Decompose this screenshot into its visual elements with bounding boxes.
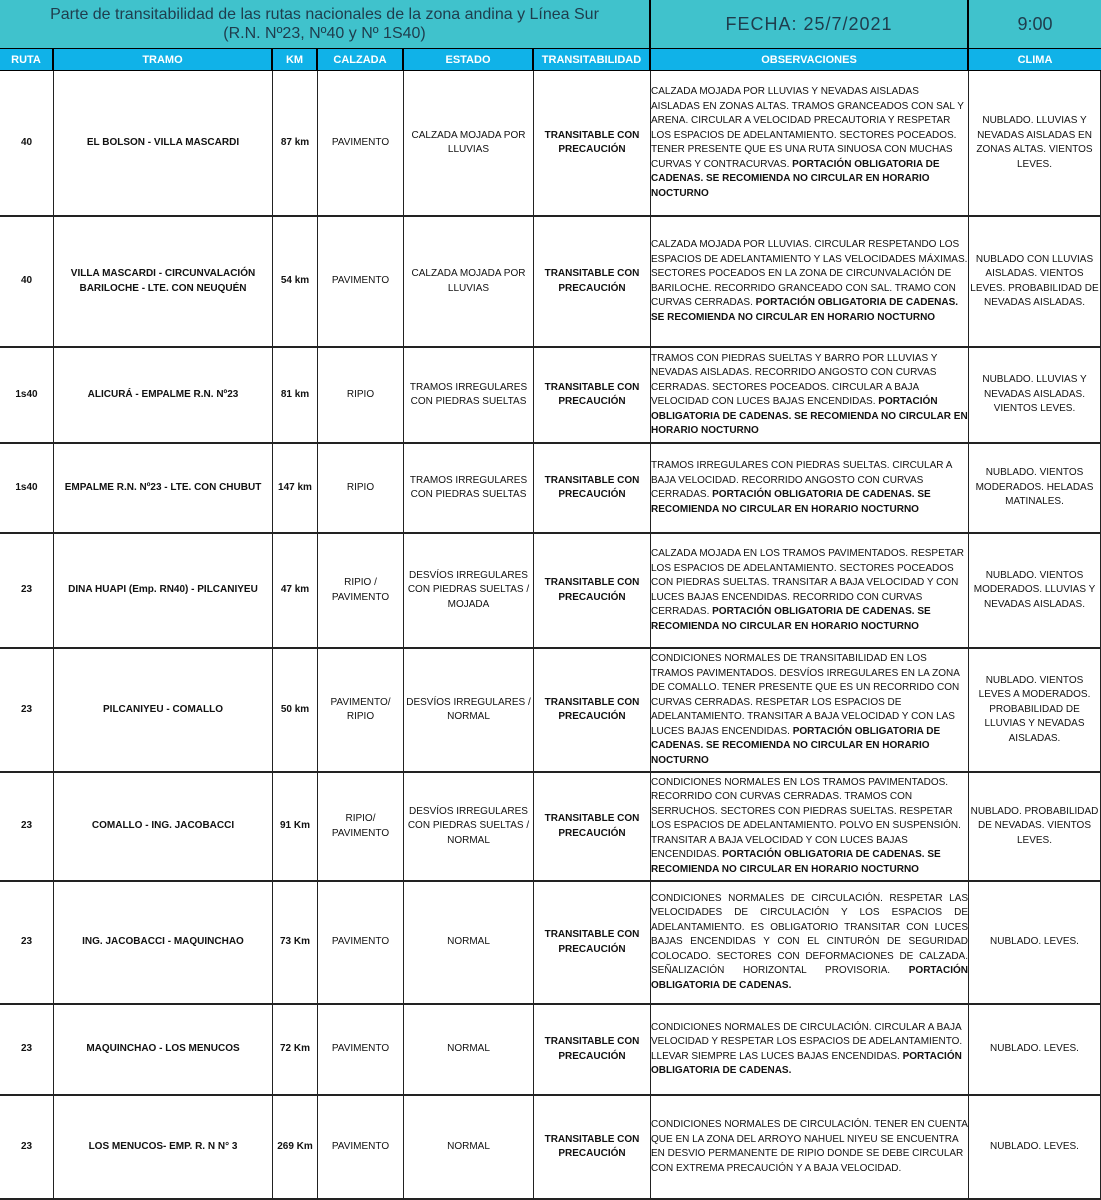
observations-text: TRAMOS CON PIEDRAS SUELTAS Y BARRO POR LLUVIAS Y NEVADAS AISLADAS. RECORRIDO ANGOSTO CON CURVAS CERRADAS. SECTORES POCEADOS. CIRCULAR A BAJA VELOCIDAD CON LUCES BAJAS ENCENDIDAS. <box>651 352 938 407</box>
road-surface: PAVIMENTO <box>318 71 404 217</box>
observations <box>651 649 969 773</box>
road-state: NORMAL <box>404 1005 534 1096</box>
route-km: 47 km <box>273 534 318 649</box>
passability-status: TRANSITABLE CON PRECAUCIÓN <box>534 649 651 773</box>
column-header-ruta: RUTA <box>0 49 52 70</box>
table-row <box>0 534 1101 649</box>
observations <box>651 1096 969 1200</box>
route-number: 23 <box>0 1096 54 1200</box>
route-section: ING. JACOBACCI - MAQUINCHAO <box>54 882 273 1005</box>
route-section: COMALLO - ING. JACOBACCI <box>54 773 273 882</box>
route-km: 147 km <box>273 444 318 534</box>
road-state: DESVÍOS IRREGULARES / NORMAL <box>404 649 534 773</box>
route-number: 23 <box>0 882 54 1005</box>
route-number: 1s40 <box>0 444 54 534</box>
road-surface: PAVIMENTO <box>318 882 404 1005</box>
weather: NUBLADO. LLUVIAS Y NEVADAS AISLADAS. VIENTOS LEVES. <box>969 348 1101 444</box>
road-surface: PAVIMENTO/ RIPIO <box>318 649 404 773</box>
road-surface: PAVIMENTO <box>318 217 404 348</box>
observations <box>651 217 969 348</box>
table-row <box>0 1096 1101 1200</box>
observations-text: CONDICIONES NORMALES DE CIRCULACIÓN. TENER EN CUENTA QUE EN LA ZONA DEL ARROYO NAHUEL NIYEU SE ENCUENTRA EN DESVIO PERMANENTE DE RIPIO DONDE SE DEBE CIRCULAR CON EXTREMA PRECAUCIÓN Y A BAJA VELOCIDAD. <box>651 1119 968 1174</box>
observations <box>651 444 969 534</box>
weather: NUBLADO. LEVES. <box>969 882 1101 1005</box>
route-section: DINA HUAPI (Emp. RN40) - PILCANIYEU <box>54 534 273 649</box>
observations <box>651 1005 969 1096</box>
column-header-estado: ESTADO <box>404 49 532 70</box>
passability-status: TRANSITABLE CON PRECAUCIÓN <box>534 217 651 348</box>
report-time: 9:00 <box>969 0 1101 48</box>
observations-text: CONDICIONES NORMALES DE TRANSITABILIDAD EN LOS TRAMOS PAVIMENTADOS. DESVÍOS IRREGULARES EN LA ZONA DE COMALLO. TENER PRESENTE QUE ES UN RECORRIDO CON CURVAS CERRADAS. RESPETAR LOS ESPACIOS DE ADELANTAMIENTO. TRANSITAR A BAJA VELOCIDAD Y CON LAS LUCES BAJAS ENCENDIDAS. <box>651 653 960 737</box>
route-number: 1s40 <box>0 348 54 444</box>
route-number: 23 <box>0 534 54 649</box>
observations-text: CALZADA MOJADA EN LOS TRAMOS PAVIMENTADOS. RESPETAR LOS ESPACIOS DE ADELANTAMIENTO. SECTORES POCEADOS CON PIEDRAS SUELTAS. TRANSITAR A BAJA VELOCIDAD Y CON LUCES BAJAS ENCENDIDAS. RECORRIDO CON CURVAS CERRADAS. <box>651 548 965 617</box>
route-section: MAQUINCHAO - LOS MENUCOS <box>54 1005 273 1096</box>
road-surface: RIPIO <box>318 444 404 534</box>
observations-warning: PORTACIÓN OBLIGATORIA DE CADENAS. <box>651 965 969 991</box>
observations-text: CONDICIONES NORMALES DE CIRCULACIÓN. RESPETAR LAS VELOCIDADES DE CIRCULACIÓN Y LOS ESPACIOS DE ADELANTAMIENTO. ES OBLIGATORIO TRANSITAR CON LUCES BAJAS ENCENDIDAS Y CON EL CINTURÓN DE SEGURIDAD COLOCADO. SECTORES CON DEFORMACIONES DE CALZADA. SEÑALIZACIÓN HORIZONTAL PROVISORIA. <box>651 892 968 977</box>
weather: NUBLADO. PROBABILIDAD DE NEVADAS. VIENTOS LEVES. <box>969 773 1101 882</box>
passability-status: TRANSITABLE CON PRECAUCIÓN <box>534 882 651 1005</box>
observations <box>651 534 969 649</box>
observations-text: CONDICIONES NORMALES EN LOS TRAMOS PAVIMENTADOS. RECORRIDO CON CURVAS CERRADAS. TRAMOS CON SERRUCHOS. SECTORES CON PIEDRAS SUELTAS. RESPETAR LOS ESPACIOS DE ADELANTAMIENTO. POLVO EN SUSPENSIÓN. TRANSITAR A BAJA VELOCIDAD Y CON LUCES BAJAS ENCENDIDAS. <box>651 776 961 861</box>
road-surface: RIPIO / PAVIMENTO <box>318 534 404 649</box>
observations-text: CALZADA MOJADA POR LLUVIAS Y NEVADAS AISLADAS AISLADAS EN ZONAS ALTAS. TRAMOS GRANCEADOS CON SAL Y ARENA. CIRCULAR A VELOCIDAD PRECAUTORIA Y RESPETAR LOS ESPACIOS DE ADELANTAMIENTO. SECTORES POCEADOS. TENER PRESENTE QUE ES UNA RUTA SINUOSA CON MUCHAS CURVAS Y CONTRACURVAS. <box>651 86 964 170</box>
route-number: 40 <box>0 217 54 348</box>
table-row <box>0 348 1101 444</box>
route-section: LOS MENUCOS- EMP. R. N N° 3 <box>54 1096 273 1200</box>
observations-warning: PORTACIÓN OBLIGATORIA DE CADENAS. SE RECOMIENDA NO CIRCULAR EN HORARIO NOCTURNO <box>651 606 931 632</box>
route-section: VILLA MASCARDI - CIRCUNVALACIÓN BARILOCHE - LTE. CON NEUQUÉN <box>54 217 273 348</box>
table-row <box>0 444 1101 534</box>
route-number: 23 <box>0 773 54 882</box>
route-km: 269 Km <box>273 1096 318 1200</box>
observations-warning: PORTACIÓN OBLIGATORIA DE CADENAS. SE RECOMIENDA NO CIRCULAR EN HORARIO NOCTURNO <box>651 158 940 199</box>
road-state: DESVÍOS IRREGULARES CON PIEDRAS SUELTAS / NORMAL <box>404 773 534 882</box>
road-surface: RIPIO/ PAVIMENTO <box>318 773 404 882</box>
table-row <box>0 217 1101 348</box>
observations <box>651 348 969 444</box>
observations-text: CONDICIONES NORMALES DE CIRCULACIÓN. CIRCULAR A BAJA VELOCIDAD Y RESPETAR LOS ESPACIOS DE ADELANTAMIENTO. LLEVAR SIEMPRE LAS LUCES BAJAS ENCENDIDAS. <box>651 1021 963 1062</box>
route-section: EL BOLSON - VILLA MASCARDI <box>54 71 273 217</box>
observations <box>651 773 969 882</box>
route-km: 81 km <box>273 348 318 444</box>
observations-warning: PORTACIÓN OBLIGATORIA DE CADENAS. SE RECOMIENDA NO CIRCULAR EN HORARIO NOCTURNO <box>651 489 931 515</box>
weather: NUBLADO. LEVES. <box>969 1005 1101 1096</box>
observations-warning: PORTACIÓN OBLIGATORIA DE CADENAS. SE RECOMIENDA NO CIRCULAR EN HORARIO NOCTURNO <box>651 849 941 875</box>
weather: NUBLADO. VIENTOS MODERADOS. HELADAS MATINALES. <box>969 444 1101 534</box>
road-state: DESVÍOS IRREGULARES CON PIEDRAS SUELTAS / MOJADA <box>404 534 534 649</box>
observations-text: TRAMOS IRREGULARES CON PIEDRAS SUELTAS. CIRCULAR A BAJA VELOCIDAD. RECORRIDO ANGOSTO CON CURVAS CERRADAS. <box>651 460 952 500</box>
weather: NUBLADO. LLUVIAS Y NEVADAS AISLADAS EN ZONAS ALTAS. VIENTOS LEVES. <box>969 71 1101 217</box>
passability-status: TRANSITABLE CON PRECAUCIÓN <box>534 773 651 882</box>
column-header-km: KM <box>273 49 316 70</box>
passability-status: TRANSITABLE CON PRECAUCIÓN <box>534 1096 651 1200</box>
route-km: 73 Km <box>273 882 318 1005</box>
road-state: CALZADA MOJADA POR LLUVIAS <box>404 217 534 348</box>
observations-text: CALZADA MOJADA POR LLUVIAS. CIRCULAR RESPETANDO LOS ESPACIOS DE ADELANTAMIENTO Y LAS VELOCIDADES MÁXIMAS. SECTORES POCEADOS EN LA ZONA DE CIRCUNVALACIÓN DE BARILOCHE. RECORRIDO GRANCEADO CON SAL. TRAMO CON CURVAS CERRADAS. <box>651 239 968 308</box>
weather: NUBLADO CON LLUVIAS AISLADAS. VIENTOS LEVES. PROBABILIDAD DE NEVADAS AISLADAS. <box>969 217 1101 348</box>
observations <box>651 882 969 1005</box>
report-date: FECHA: 25/7/2021 <box>651 0 967 48</box>
observations-warning: PORTACIÓN OBLIGATORIA DE CADENAS. SE RECOMIENDA NO CIRCULAR EN HORARIO NOCTURNO <box>651 725 941 766</box>
table-row <box>0 649 1101 773</box>
route-section: EMPALME R.N. Nº23 - LTE. CON CHUBUT <box>54 444 273 534</box>
column-header-clima: CLIMA <box>969 49 1101 70</box>
road-surface: PAVIMENTO <box>318 1096 404 1200</box>
route-number: 23 <box>0 649 54 773</box>
weather: NUBLADO. VIENTOS LEVES A MODERADOS. PROBABILIDAD DE LLUVIAS Y NEVADAS AISLADAS. <box>969 649 1101 773</box>
table-row <box>0 773 1101 882</box>
table-row <box>0 882 1101 1005</box>
route-km: 91 Km <box>273 773 318 882</box>
observations-warning: PORTACIÓN OBLIGATORIA DE CADENAS. SE RECOMIENDA NO CIRCULAR EN HORARIO NOCTURNO <box>651 297 959 323</box>
route-km: 87 km <box>273 71 318 217</box>
road-state: NORMAL <box>404 1096 534 1200</box>
route-section: PILCANIYEU - COMALLO <box>54 649 273 773</box>
column-header-calzada: CALZADA <box>318 49 402 70</box>
passability-status: TRANSITABLE CON PRECAUCIÓN <box>534 1005 651 1096</box>
table-row <box>0 1005 1101 1096</box>
column-header-transitabilidad: TRANSITABILIDAD <box>534 49 649 70</box>
report-title: Parte de transitabilidad de las rutas nacionales de la zona andina y Línea Sur (R.N. Nº23, Nº40 y Nº 1S40) <box>0 0 649 48</box>
passability-status: TRANSITABLE CON PRECAUCIÓN <box>534 444 651 534</box>
table-row <box>0 71 1101 217</box>
route-section: ALICURÁ - EMPALME R.N. Nº23 <box>54 348 273 444</box>
column-header-tramo: TRAMO <box>54 49 271 70</box>
passability-status: TRANSITABLE CON PRECAUCIÓN <box>534 71 651 217</box>
passability-status: TRANSITABLE CON PRECAUCIÓN <box>534 348 651 444</box>
passability-status: TRANSITABLE CON PRECAUCIÓN <box>534 534 651 649</box>
road-surface: RIPIO <box>318 348 404 444</box>
route-km: 72 Km <box>273 1005 318 1096</box>
column-header-observaciones: OBSERVACIONES <box>651 49 967 70</box>
road-surface: PAVIMENTO <box>318 1005 404 1096</box>
route-km: 54 km <box>273 217 318 348</box>
observations <box>651 71 969 217</box>
weather: NUBLADO. LEVES. <box>969 1096 1101 1200</box>
route-number: 40 <box>0 71 54 217</box>
observations-warning: PORTACIÓN OBLIGATORIA DE CADENAS. SE RECOMIENDA NO CIRCULAR EN HORARIO NOCTURNO <box>651 396 968 436</box>
route-km: 50 km <box>273 649 318 773</box>
road-state: TRAMOS IRREGULARES CON PIEDRAS SUELTAS <box>404 444 534 534</box>
observations-warning: PORTACIÓN OBLIGATORIA DE CADENAS. <box>651 1050 962 1076</box>
road-state: CALZADA MOJADA POR LLUVIAS <box>404 71 534 217</box>
route-number: 23 <box>0 1005 54 1096</box>
routes-table <box>0 71 1101 1200</box>
road-state: TRAMOS IRREGULARES CON PIEDRAS SUELTAS <box>404 348 534 444</box>
weather: NUBLADO. VIENTOS MODERADOS. LLUVIAS Y NEVADAS AISLADAS. <box>969 534 1101 649</box>
road-state: NORMAL <box>404 882 534 1005</box>
